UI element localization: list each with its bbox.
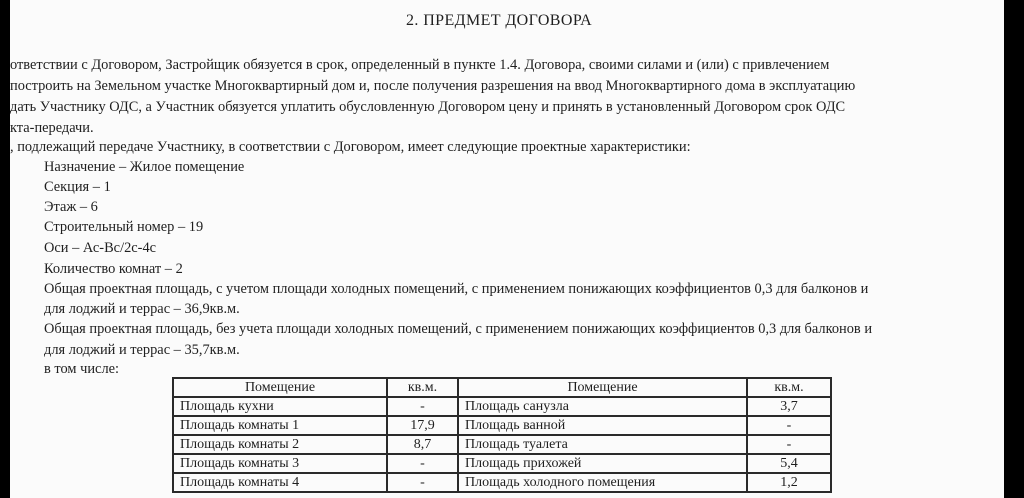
table-cell: Площадь прихожей — [458, 454, 747, 473]
paragraph-line: , подлежащий передаче Участнику, в соответствии с Договором, имеет следующие проектные характеристики: — [10, 139, 691, 155]
table-cell: Площадь холодного помещения — [458, 473, 747, 492]
table-cell: Площадь комнаты 2 — [173, 435, 387, 454]
table-row — [173, 454, 831, 473]
table-cell: Площадь кухни — [173, 397, 387, 416]
characteristic-line: Общая проектная площадь, без учета площади холодных помещений, с применением понижающих коэффициентов 0,3 для балконов и — [44, 321, 873, 337]
characteristic-line: Этаж – 6 — [44, 199, 98, 215]
table-cell: - — [387, 397, 458, 416]
table-row — [173, 473, 831, 492]
table-header-cell: кв.м. — [747, 378, 831, 397]
section-title: 2. ПРЕДМЕТ ДОГОВОРА — [406, 12, 593, 29]
table-header-row — [173, 378, 831, 397]
table-cell: Площадь комнаты 1 — [173, 416, 387, 435]
table-cell: - — [387, 454, 458, 473]
characteristic-line: Общая проектная площадь, с учетом площади холодных помещений, с применением понижающих коэффициентов 0,3 для балконов и — [44, 281, 869, 297]
table-cell: 1,2 — [747, 473, 831, 492]
characteristic-line: Строительный номер – 19 — [44, 219, 204, 235]
table-header-cell: Помещение — [458, 378, 747, 397]
table-row — [173, 435, 831, 454]
characteristic-line: для лоджий и террас – 35,7кв.м. — [44, 342, 240, 358]
table-cell: - — [387, 473, 458, 492]
table-cell: Площадь ванной — [458, 416, 747, 435]
characteristic-line: Оси – Ас-Вс/2с-4с — [44, 240, 157, 256]
characteristic-line: в том числе: — [44, 361, 120, 377]
table-cell: Площадь туалета — [458, 435, 747, 454]
table-cell: 8,7 — [387, 435, 458, 454]
paragraph-line: ответствии с Договором, Застройщик обязуется в срок, определенный в пункте 1.4. Договора, своими силами и (или) с привлечением — [10, 57, 830, 73]
table-cell: Площадь комнаты 3 — [173, 454, 387, 473]
table-header-cell: Помещение — [173, 378, 387, 397]
table-cell: - — [747, 435, 831, 454]
table-cell: Площадь комнаты 4 — [173, 473, 387, 492]
table-cell: 5,4 — [747, 454, 831, 473]
table-row — [173, 397, 831, 416]
paragraph-line: дать Участнику ОДС, а Участник обязуется уплатить обусловленную Договором цену и принять в установленный Договором срок ОДС — [10, 99, 846, 115]
table-cell: Площадь санузла — [458, 397, 747, 416]
premises-table — [172, 377, 832, 493]
characteristic-line: Назначение – Жилое помещение — [44, 159, 245, 175]
characteristic-line: Секция – 1 — [44, 179, 111, 195]
table-row — [173, 416, 831, 435]
characteristic-line: Количество комнат – 2 — [44, 261, 183, 277]
characteristic-line: для лоджий и террас – 36,9кв.м. — [44, 301, 240, 317]
table-cell: 3,7 — [747, 397, 831, 416]
document-page — [10, 0, 1004, 498]
paragraph-line: кта-передачи. — [10, 120, 94, 136]
table-cell: - — [747, 416, 831, 435]
paragraph-line: построить на Земельном участке Многоквартирный дом и, после получения разрешения на ввод Многоквартирного дома в эксплуатацию — [10, 78, 856, 94]
table-header-cell: кв.м. — [387, 378, 458, 397]
table-cell: 17,9 — [387, 416, 458, 435]
